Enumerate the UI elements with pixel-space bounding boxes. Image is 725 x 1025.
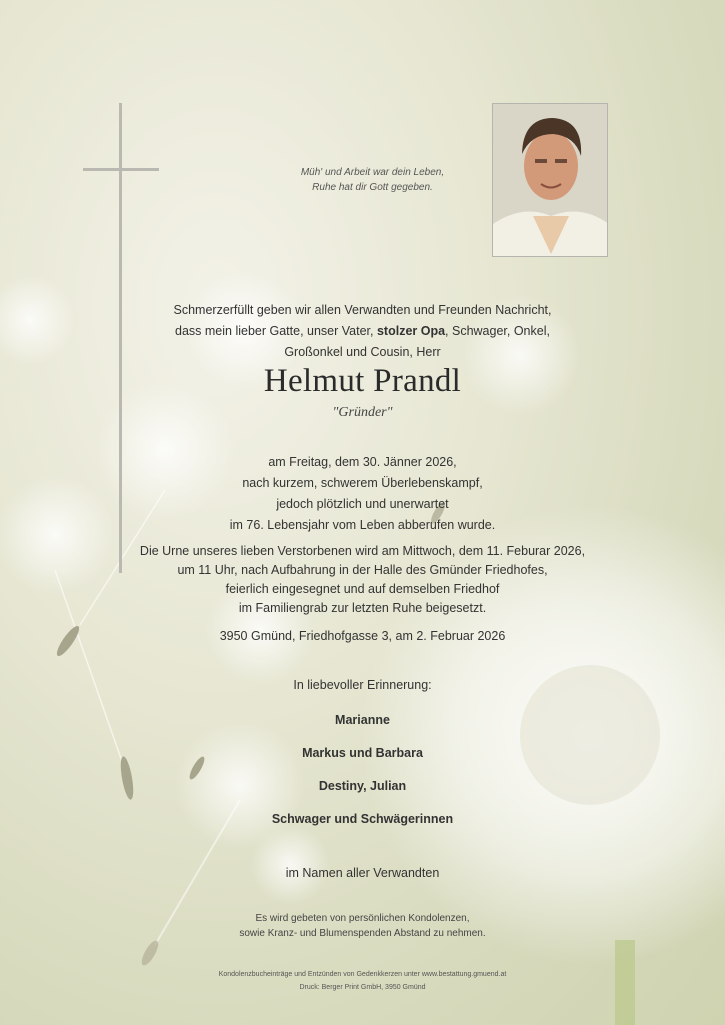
memory-heading: In liebevoller Erinnerung: <box>293 678 432 692</box>
footer-line: Druck: Berger Print GmbH, 3950 Gmünd <box>299 984 426 991</box>
condolence-line: Es wird gebeten von persönlichen Kondolenzen, <box>255 913 470 924</box>
intro-text: dass mein lieber Gatte, unser Vater, <box>175 324 377 338</box>
intro-text: , Schwager, Onkel, <box>445 324 550 338</box>
motto <box>260 165 485 195</box>
death-line: jedoch plötzlich und unerwartet <box>276 497 449 511</box>
footer-line: Kondolenzbucheinträge und Entzünden von Gedenkkerzen unter www.bestattung.gmuend.at <box>218 971 507 978</box>
intro-line: Schmerzerfüllt geben wir allen Verwandten und Freunden Nachricht, <box>173 303 552 317</box>
place-date: 3950 Gmünd, Friedhofgasse 3, am 2. Februar 2026 <box>219 629 506 643</box>
deceased-name: Helmut Prandl <box>263 363 462 399</box>
family-member: Schwager und Schwägerinnen <box>271 812 454 826</box>
condolence-note <box>0 911 725 941</box>
intro-bold-text: stolzer Opa <box>376 324 446 338</box>
deceased-nickname: "Gründer" <box>332 405 393 420</box>
family-member: Destiny, Julian <box>318 779 407 793</box>
family-member: Markus und Barbara <box>302 746 423 760</box>
intro-line: Großonkel und Cousin, Herr <box>284 345 441 359</box>
funeral-line: um 11 Uhr, nach Aufbahrung in der Halle des Gmünder Friedhofes, <box>177 563 548 577</box>
funeral-line: im Familiengrab zur letzten Ruhe beigesetzt. <box>238 601 487 615</box>
death-details <box>0 452 725 536</box>
behalf-note: im Namen aller Verwandten <box>285 866 440 880</box>
footer <box>0 968 725 994</box>
funeral-details <box>0 542 725 618</box>
death-line: nach kurzem, schwerem Überlebenskampf, <box>242 476 483 490</box>
death-line: am Freitag, dem 30. Jänner 2026, <box>268 455 457 469</box>
intro-line <box>0 321 725 342</box>
family-member: Marianne <box>335 713 390 727</box>
motto-line: Müh' und Arbeit war dein Leben, <box>300 167 445 178</box>
funeral-line: Die Urne unseres lieben Verstorbenen wird am Mittwoch, dem 11. Feburar 2026, <box>139 544 586 558</box>
cross-horizontal-bar <box>83 168 159 171</box>
condolence-line: sowie Kranz- und Blumenspenden Abstand zu nehmen. <box>239 928 486 939</box>
funeral-line: feierlich eingesegnet und auf demselben Friedhof <box>225 582 500 596</box>
death-line: im 76. Lebensjahr vom Leben abberufen wurde. <box>229 518 496 532</box>
motto-line: Ruhe hat dir Gott gegeben. <box>312 182 433 193</box>
portrait-photo <box>492 103 608 257</box>
announcement-intro <box>0 300 725 363</box>
